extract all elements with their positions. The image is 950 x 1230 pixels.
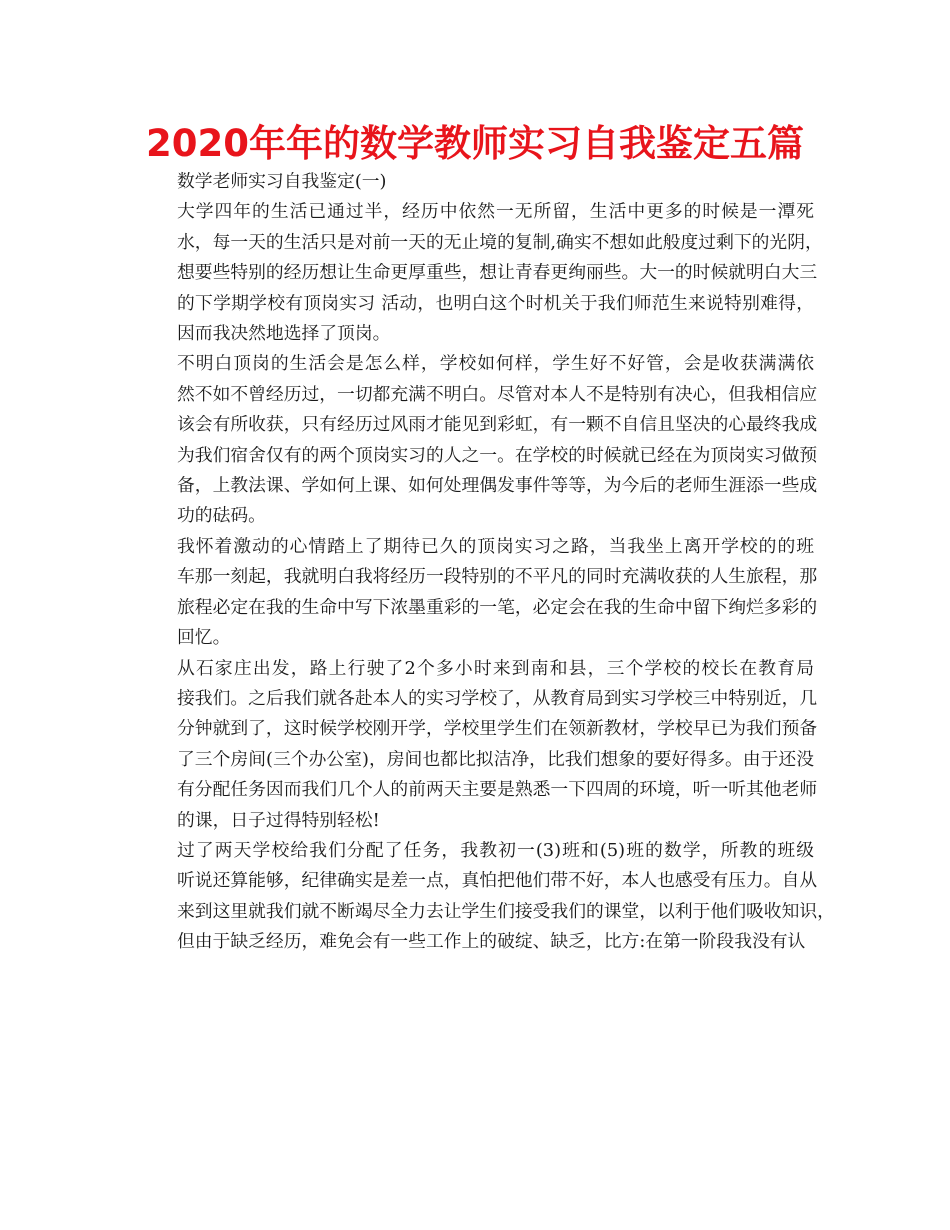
paragraph-line: 但由于缺乏经历，难免会有一些工作上的破绽、缺乏，比方:在第一阶段我没有认 xyxy=(177,931,806,953)
paragraph-line: 水，每一天的生活只是对前一天的无止境的复制,确实不想如此般度过剩下的光阴， xyxy=(177,231,823,253)
paragraph-line: 过了两天学校给我们分配了任务，我教初一(3)班和(5)班的数学，所教的班级 xyxy=(177,839,814,861)
paragraph-line: 功的砝码。 xyxy=(177,505,266,527)
document-title: 2020年年的数学教师实习自我鉴定五篇 xyxy=(146,122,804,165)
paragraph-line: 车那一刻起，我就明白我将经历一段特别的不平凡的同时充满收获的人生旅程，那 xyxy=(177,566,818,588)
paragraph-line: 来到这里就我们就不断竭尽全力去让学生们接受我们的课堂，以利于他们吸收知识， xyxy=(177,900,835,922)
paragraph-line: 想要些特别的经历想让生命更厚重些，想让青春更绚丽些。大一的时候就明白大三 xyxy=(177,262,818,284)
body-paragraph xyxy=(142,654,818,836)
body-paragraph xyxy=(142,197,823,349)
paragraph-line: 从石家庄出发，路上行驶了2个多小时来到南和县，三个学校的校长在教育局 xyxy=(177,657,814,679)
paragraph-line: 分钟就到了，这时候学校刚开学，学校里学生们在领新教材，学校早已为我们预备 xyxy=(177,718,818,740)
paragraph-line: 的课，日子过得特别轻松! xyxy=(177,809,380,831)
paragraph-line: 为我们宿舍仅有的两个顶岗实习的人之一。在学校的时候就已经在为顶岗实习做预 xyxy=(177,444,818,466)
paragraph-line: 的下学期学校有顶岗实习 活动，也明白这个时机关于我们师范生来说特别难得， xyxy=(177,292,814,314)
body-paragraph xyxy=(142,532,818,654)
paragraph-list xyxy=(142,197,835,957)
paragraph-line: 大学四年的生活已通过半，经历中依然一无所留，生活中更多的时候是一潭死 xyxy=(177,201,814,223)
paragraph-line: 有分配任务因而我们几个人的前两天主要是熟悉一下四周的环境，听一听其他老师 xyxy=(177,779,818,801)
paragraph-line: 该会有所收获，只有经历过风雨才能见到彩虹，有一颗不自信且坚决的心最终我成 xyxy=(177,414,818,436)
paragraph-line: 不明白顶岗的生活会是怎么样，学校如何样，学生好不好管，会是收获满满依 xyxy=(177,353,814,375)
document-body xyxy=(142,167,835,958)
paragraph-line: 听说还算能够，纪律确实是差一点，真怕把他们带不好，本人也感受有压力。自从 xyxy=(177,870,818,892)
paragraph-line: 回忆。 xyxy=(177,627,231,649)
paragraph-line: 备，上教法课、学如何上课、如何处理偶发事件等等，为今后的老师生涯添一些成 xyxy=(177,475,818,497)
body-paragraph xyxy=(142,349,818,531)
paragraph-line: 因而我决然地选择了顶岗。 xyxy=(177,323,391,345)
body-paragraph xyxy=(142,836,835,958)
paragraph-line: 旅程必定在我的生命中写下浓墨重彩的一笔，必定会在我的生命中留下绚烂多彩的 xyxy=(177,596,818,618)
section-subheading: 数学老师实习自我鉴定(一) xyxy=(177,171,387,192)
paragraph-line: 我怀着激动的心情踏上了期待已久的顶岗实习之路，当我坐上离开学校的的班 xyxy=(177,535,814,557)
paragraph-line: 然不如不曾经历过，一切都充满不明白。尽管对本人不是特别有决心，但我相信应 xyxy=(177,383,818,405)
paragraph-line: 接我们。之后我们就各赴本人的实习学校了，从教育局到实习学校三中特别近，几 xyxy=(177,687,818,709)
paragraph-line: 了三个房间(三个办公室)，房间也都比拟洁净，比我们想象的要好得多。由于还没 xyxy=(177,748,814,770)
